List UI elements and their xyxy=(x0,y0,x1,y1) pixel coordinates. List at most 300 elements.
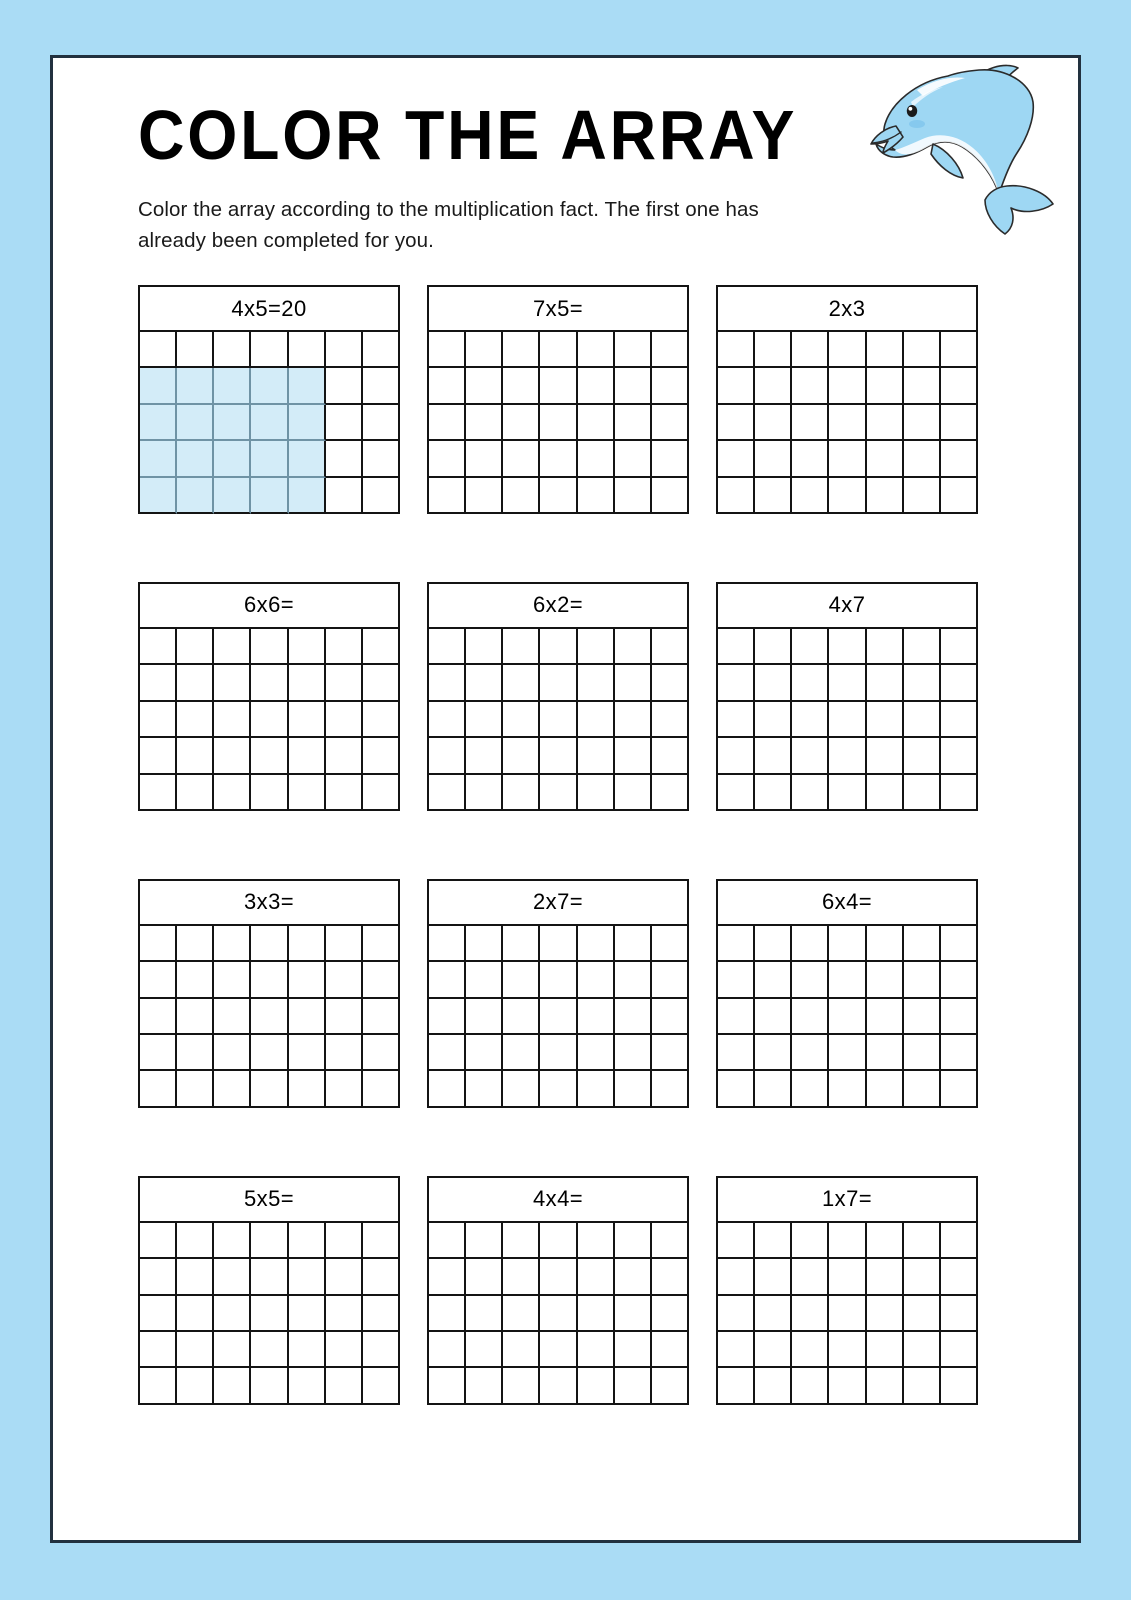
array-cell[interactable] xyxy=(429,702,466,738)
array-cell[interactable] xyxy=(326,1368,363,1404)
array-cell[interactable] xyxy=(429,1223,466,1259)
array-cell[interactable] xyxy=(214,1368,251,1404)
array-cell-filled[interactable] xyxy=(177,405,214,441)
array-cell[interactable] xyxy=(429,1368,466,1404)
array-cell[interactable] xyxy=(615,1368,652,1404)
array-cell[interactable] xyxy=(363,332,400,368)
array-cell[interactable] xyxy=(718,441,755,477)
array-cell[interactable] xyxy=(792,1071,829,1107)
array-cell[interactable] xyxy=(829,405,866,441)
array-cell[interactable] xyxy=(904,702,941,738)
array-cell[interactable] xyxy=(429,368,466,404)
array-cell[interactable] xyxy=(214,738,251,774)
array-cell[interactable] xyxy=(755,775,792,811)
array-cell[interactable] xyxy=(652,738,689,774)
array-cell[interactable] xyxy=(652,702,689,738)
array-cell[interactable] xyxy=(251,738,288,774)
array-cell[interactable] xyxy=(251,702,288,738)
array-cell[interactable] xyxy=(718,1296,755,1332)
array-cell[interactable] xyxy=(177,775,214,811)
array-cell[interactable] xyxy=(289,738,326,774)
array-cell[interactable] xyxy=(503,1368,540,1404)
array-cell[interactable] xyxy=(941,368,978,404)
array-cell[interactable] xyxy=(326,1071,363,1107)
array-cell[interactable] xyxy=(289,775,326,811)
array-cell[interactable] xyxy=(177,629,214,665)
array-cell[interactable] xyxy=(140,332,177,368)
array-cell[interactable] xyxy=(251,1296,288,1332)
array-cell[interactable] xyxy=(429,405,466,441)
array-cell-filled[interactable] xyxy=(140,368,177,404)
array-cell[interactable] xyxy=(503,1035,540,1071)
array-cell[interactable] xyxy=(718,1259,755,1295)
array-cell[interactable] xyxy=(140,962,177,998)
array-cell[interactable] xyxy=(867,1332,904,1368)
array-cell[interactable] xyxy=(578,478,615,514)
array-cell[interactable] xyxy=(904,1223,941,1259)
array-cell[interactable] xyxy=(251,1223,288,1259)
array-cell[interactable] xyxy=(429,1035,466,1071)
array-cell[interactable] xyxy=(941,478,978,514)
array-cell[interactable] xyxy=(540,1035,577,1071)
array-cell[interactable] xyxy=(214,1035,251,1071)
array-cell[interactable] xyxy=(755,1296,792,1332)
array-cell[interactable] xyxy=(326,441,363,477)
array-cell[interactable] xyxy=(363,665,400,701)
array-cell[interactable] xyxy=(251,1071,288,1107)
array-cell[interactable] xyxy=(177,926,214,962)
array-cell-filled[interactable] xyxy=(177,478,214,514)
array-cell[interactable] xyxy=(615,1035,652,1071)
array-cell[interactable] xyxy=(503,478,540,514)
array-cell[interactable] xyxy=(755,629,792,665)
array-cell-filled[interactable] xyxy=(289,368,326,404)
array-cell[interactable] xyxy=(251,332,288,368)
array-cell[interactable] xyxy=(829,702,866,738)
array-cell[interactable] xyxy=(718,1071,755,1107)
array-cell[interactable] xyxy=(578,1368,615,1404)
array-cell[interactable] xyxy=(466,1071,503,1107)
array-cell-filled[interactable] xyxy=(214,478,251,514)
array-cell[interactable] xyxy=(792,665,829,701)
array-cell[interactable] xyxy=(792,926,829,962)
array-cell[interactable] xyxy=(867,926,904,962)
array-cell[interactable] xyxy=(503,1223,540,1259)
array-cell[interactable] xyxy=(652,926,689,962)
array-cell[interactable] xyxy=(867,1296,904,1332)
array-cell[interactable] xyxy=(326,1259,363,1295)
array-cell[interactable] xyxy=(363,478,400,514)
array-cell[interactable] xyxy=(429,1259,466,1295)
array-cell-filled[interactable] xyxy=(251,441,288,477)
array-cell[interactable] xyxy=(867,1368,904,1404)
array-cell[interactable] xyxy=(755,926,792,962)
array-cell[interactable] xyxy=(755,999,792,1035)
array-cell-filled[interactable] xyxy=(177,368,214,404)
array-cell[interactable] xyxy=(755,332,792,368)
array-cell[interactable] xyxy=(177,332,214,368)
array-cell[interactable] xyxy=(755,1035,792,1071)
array-cell[interactable] xyxy=(755,1259,792,1295)
array-cell[interactable] xyxy=(540,441,577,477)
array-cell[interactable] xyxy=(652,1223,689,1259)
array-cell[interactable] xyxy=(792,962,829,998)
array-cell[interactable] xyxy=(251,1332,288,1368)
array-cell[interactable] xyxy=(326,775,363,811)
array-cell[interactable] xyxy=(326,1296,363,1332)
array-cell[interactable] xyxy=(615,1296,652,1332)
array-cell[interactable] xyxy=(792,1035,829,1071)
array-cell[interactable] xyxy=(503,332,540,368)
array-cell[interactable] xyxy=(829,665,866,701)
array-cell[interactable] xyxy=(140,1368,177,1404)
array-cell[interactable] xyxy=(429,738,466,774)
array-cell[interactable] xyxy=(363,1035,400,1071)
array-cell[interactable] xyxy=(941,1071,978,1107)
array-cell[interactable] xyxy=(503,368,540,404)
array-cell[interactable] xyxy=(867,405,904,441)
array-cell[interactable] xyxy=(792,702,829,738)
array-cell[interactable] xyxy=(503,926,540,962)
array-cell[interactable] xyxy=(540,665,577,701)
array-cell[interactable] xyxy=(578,702,615,738)
array-cell[interactable] xyxy=(177,1332,214,1368)
array-cell[interactable] xyxy=(429,478,466,514)
array-cell[interactable] xyxy=(652,962,689,998)
array-cell[interactable] xyxy=(466,1296,503,1332)
array-cell[interactable] xyxy=(652,1071,689,1107)
array-cell[interactable] xyxy=(578,332,615,368)
array-cell[interactable] xyxy=(652,629,689,665)
array-cell[interactable] xyxy=(251,926,288,962)
array-cell[interactable] xyxy=(578,1071,615,1107)
array-cell[interactable] xyxy=(578,405,615,441)
array-cell[interactable] xyxy=(829,368,866,404)
array-cell-filled[interactable] xyxy=(251,368,288,404)
array-cell[interactable] xyxy=(904,1296,941,1332)
array-cell[interactable] xyxy=(867,1035,904,1071)
array-cell[interactable] xyxy=(466,775,503,811)
array-cell[interactable] xyxy=(941,1296,978,1332)
array-cell[interactable] xyxy=(904,738,941,774)
array-cell[interactable] xyxy=(718,629,755,665)
array-cell[interactable] xyxy=(829,1332,866,1368)
array-cell[interactable] xyxy=(941,962,978,998)
array-cell[interactable] xyxy=(755,478,792,514)
array-cell[interactable] xyxy=(615,441,652,477)
array-cell[interactable] xyxy=(214,999,251,1035)
array-cell[interactable] xyxy=(615,1332,652,1368)
array-cell-filled[interactable] xyxy=(289,405,326,441)
array-cell[interactable] xyxy=(466,1223,503,1259)
array-cell[interactable] xyxy=(755,1332,792,1368)
array-cell[interactable] xyxy=(177,962,214,998)
array-cell[interactable] xyxy=(540,775,577,811)
array-cell[interactable] xyxy=(941,665,978,701)
array-cell[interactable] xyxy=(540,1368,577,1404)
array-cell[interactable] xyxy=(251,1035,288,1071)
array-cell[interactable] xyxy=(289,1259,326,1295)
array-cell[interactable] xyxy=(177,702,214,738)
array-cell[interactable] xyxy=(177,1259,214,1295)
array-cell[interactable] xyxy=(615,478,652,514)
array-cell[interactable] xyxy=(829,478,866,514)
array-cell[interactable] xyxy=(251,1368,288,1404)
array-cell[interactable] xyxy=(289,1223,326,1259)
array-cell[interactable] xyxy=(466,962,503,998)
array-cell[interactable] xyxy=(540,926,577,962)
array-cell[interactable] xyxy=(503,999,540,1035)
array-cell[interactable] xyxy=(578,1035,615,1071)
array-cell[interactable] xyxy=(540,629,577,665)
array-cell[interactable] xyxy=(718,702,755,738)
array-cell[interactable] xyxy=(904,1071,941,1107)
array-cell[interactable] xyxy=(363,1223,400,1259)
array-cell[interactable] xyxy=(652,999,689,1035)
array-cell[interactable] xyxy=(177,999,214,1035)
array-cell[interactable] xyxy=(941,332,978,368)
array-cell[interactable] xyxy=(140,999,177,1035)
array-cell[interactable] xyxy=(829,1368,866,1404)
array-cell[interactable] xyxy=(326,702,363,738)
array-cell[interactable] xyxy=(829,926,866,962)
array-cell[interactable] xyxy=(867,999,904,1035)
array-cell[interactable] xyxy=(503,738,540,774)
array-cell[interactable] xyxy=(363,405,400,441)
array-cell[interactable] xyxy=(466,629,503,665)
array-cell[interactable] xyxy=(540,332,577,368)
array-cell[interactable] xyxy=(503,1332,540,1368)
array-cell[interactable] xyxy=(363,926,400,962)
array-cell[interactable] xyxy=(904,775,941,811)
array-cell[interactable] xyxy=(904,962,941,998)
array-cell[interactable] xyxy=(904,1035,941,1071)
array-cell[interactable] xyxy=(503,775,540,811)
array-cell-filled[interactable] xyxy=(214,441,251,477)
array-cell[interactable] xyxy=(540,1223,577,1259)
array-cell[interactable] xyxy=(792,1296,829,1332)
array-cell[interactable] xyxy=(792,441,829,477)
array-cell[interactable] xyxy=(792,332,829,368)
array-cell[interactable] xyxy=(466,478,503,514)
array-cell[interactable] xyxy=(615,368,652,404)
array-cell[interactable] xyxy=(540,1259,577,1295)
array-cell[interactable] xyxy=(140,1332,177,1368)
array-cell[interactable] xyxy=(792,1368,829,1404)
array-cell[interactable] xyxy=(829,1223,866,1259)
array-cell[interactable] xyxy=(429,962,466,998)
array-cell[interactable] xyxy=(466,702,503,738)
array-cell[interactable] xyxy=(326,405,363,441)
array-cell-filled[interactable] xyxy=(289,441,326,477)
array-cell[interactable] xyxy=(755,441,792,477)
array-cell[interactable] xyxy=(503,1259,540,1295)
array-cell[interactable] xyxy=(429,1296,466,1332)
array-cell[interactable] xyxy=(904,665,941,701)
array-cell[interactable] xyxy=(140,1035,177,1071)
array-cell[interactable] xyxy=(177,665,214,701)
array-cell[interactable] xyxy=(466,332,503,368)
array-cell[interactable] xyxy=(829,1259,866,1295)
array-cell[interactable] xyxy=(792,1259,829,1295)
array-cell[interactable] xyxy=(578,629,615,665)
array-cell[interactable] xyxy=(503,962,540,998)
array-cell[interactable] xyxy=(792,738,829,774)
array-cell[interactable] xyxy=(941,1035,978,1071)
array-cell[interactable] xyxy=(466,405,503,441)
array-cell[interactable] xyxy=(326,1332,363,1368)
array-cell[interactable] xyxy=(652,1035,689,1071)
array-cell[interactable] xyxy=(867,665,904,701)
array-cell[interactable] xyxy=(466,999,503,1035)
array-cell[interactable] xyxy=(429,999,466,1035)
array-cell[interactable] xyxy=(214,629,251,665)
array-cell[interactable] xyxy=(615,1223,652,1259)
array-cell[interactable] xyxy=(251,629,288,665)
array-cell[interactable] xyxy=(867,962,904,998)
array-cell[interactable] xyxy=(540,738,577,774)
array-cell[interactable] xyxy=(904,405,941,441)
array-cell[interactable] xyxy=(755,368,792,404)
array-cell[interactable] xyxy=(540,368,577,404)
array-cell[interactable] xyxy=(941,775,978,811)
array-cell[interactable] xyxy=(214,1332,251,1368)
array-cell[interactable] xyxy=(792,999,829,1035)
array-cell[interactable] xyxy=(718,1223,755,1259)
array-cell[interactable] xyxy=(540,999,577,1035)
array-cell[interactable] xyxy=(503,629,540,665)
array-cell-filled[interactable] xyxy=(140,405,177,441)
array-cell[interactable] xyxy=(755,1071,792,1107)
array-cell[interactable] xyxy=(540,702,577,738)
array-cell[interactable] xyxy=(941,441,978,477)
array-cell[interactable] xyxy=(718,738,755,774)
array-cell[interactable] xyxy=(941,1368,978,1404)
array-cell[interactable] xyxy=(214,1223,251,1259)
array-cell[interactable] xyxy=(326,665,363,701)
array-cell[interactable] xyxy=(904,999,941,1035)
array-cell[interactable] xyxy=(363,962,400,998)
array-cell[interactable] xyxy=(578,368,615,404)
array-cell[interactable] xyxy=(140,738,177,774)
array-cell[interactable] xyxy=(363,368,400,404)
array-cell[interactable] xyxy=(466,1332,503,1368)
array-cell-filled[interactable] xyxy=(214,368,251,404)
array-cell[interactable] xyxy=(503,1071,540,1107)
array-cell-filled[interactable] xyxy=(251,478,288,514)
array-cell[interactable] xyxy=(941,405,978,441)
array-cell[interactable] xyxy=(718,775,755,811)
array-cell[interactable] xyxy=(578,1259,615,1295)
array-cell[interactable] xyxy=(140,702,177,738)
array-cell[interactable] xyxy=(755,702,792,738)
array-cell[interactable] xyxy=(615,775,652,811)
array-cell[interactable] xyxy=(615,1071,652,1107)
array-cell[interactable] xyxy=(941,1259,978,1295)
array-cell[interactable] xyxy=(652,405,689,441)
array-cell[interactable] xyxy=(326,332,363,368)
array-cell[interactable] xyxy=(140,775,177,811)
array-cell[interactable] xyxy=(140,665,177,701)
array-cell[interactable] xyxy=(429,629,466,665)
array-cell[interactable] xyxy=(251,962,288,998)
array-cell[interactable] xyxy=(540,1332,577,1368)
array-cell[interactable] xyxy=(718,1332,755,1368)
array-cell[interactable] xyxy=(429,665,466,701)
array-cell[interactable] xyxy=(466,441,503,477)
array-cell[interactable] xyxy=(214,1259,251,1295)
array-cell[interactable] xyxy=(867,629,904,665)
array-cell[interactable] xyxy=(829,999,866,1035)
array-cell[interactable] xyxy=(363,702,400,738)
array-cell[interactable] xyxy=(941,702,978,738)
array-cell[interactable] xyxy=(904,368,941,404)
array-cell[interactable] xyxy=(429,332,466,368)
array-cell[interactable] xyxy=(867,441,904,477)
array-cell[interactable] xyxy=(904,629,941,665)
array-cell[interactable] xyxy=(289,962,326,998)
array-cell[interactable] xyxy=(540,478,577,514)
array-cell[interactable] xyxy=(755,1368,792,1404)
array-cell[interactable] xyxy=(578,962,615,998)
array-cell[interactable] xyxy=(792,1332,829,1368)
array-cell[interactable] xyxy=(829,441,866,477)
array-cell[interactable] xyxy=(289,1035,326,1071)
array-cell[interactable] xyxy=(792,478,829,514)
array-cell[interactable] xyxy=(429,1071,466,1107)
array-cell[interactable] xyxy=(867,478,904,514)
array-cell[interactable] xyxy=(941,738,978,774)
array-cell[interactable] xyxy=(792,629,829,665)
array-cell[interactable] xyxy=(792,405,829,441)
array-cell[interactable] xyxy=(652,775,689,811)
array-cell[interactable] xyxy=(652,441,689,477)
array-cell[interactable] xyxy=(941,999,978,1035)
array-cell[interactable] xyxy=(867,775,904,811)
array-cell[interactable] xyxy=(615,962,652,998)
array-cell[interactable] xyxy=(289,1071,326,1107)
array-cell[interactable] xyxy=(792,775,829,811)
array-cell[interactable] xyxy=(578,1296,615,1332)
array-cell[interactable] xyxy=(140,1223,177,1259)
array-cell[interactable] xyxy=(466,738,503,774)
array-cell[interactable] xyxy=(363,629,400,665)
array-cell[interactable] xyxy=(615,738,652,774)
array-cell[interactable] xyxy=(540,1296,577,1332)
array-cell[interactable] xyxy=(363,775,400,811)
array-cell[interactable] xyxy=(363,738,400,774)
array-cell[interactable] xyxy=(363,1259,400,1295)
array-cell[interactable] xyxy=(289,332,326,368)
array-cell[interactable] xyxy=(214,775,251,811)
array-cell[interactable] xyxy=(829,332,866,368)
array-cell[interactable] xyxy=(755,405,792,441)
array-cell[interactable] xyxy=(214,665,251,701)
array-cell[interactable] xyxy=(578,1223,615,1259)
array-cell[interactable] xyxy=(829,1296,866,1332)
array-cell[interactable] xyxy=(289,665,326,701)
array-cell[interactable] xyxy=(718,926,755,962)
array-cell[interactable] xyxy=(466,926,503,962)
array-cell[interactable] xyxy=(140,1296,177,1332)
array-cell[interactable] xyxy=(615,332,652,368)
array-cell[interactable] xyxy=(941,1223,978,1259)
array-cell[interactable] xyxy=(867,702,904,738)
array-cell[interactable] xyxy=(289,926,326,962)
array-cell[interactable] xyxy=(503,441,540,477)
array-cell[interactable] xyxy=(289,629,326,665)
array-cell[interactable] xyxy=(578,1332,615,1368)
